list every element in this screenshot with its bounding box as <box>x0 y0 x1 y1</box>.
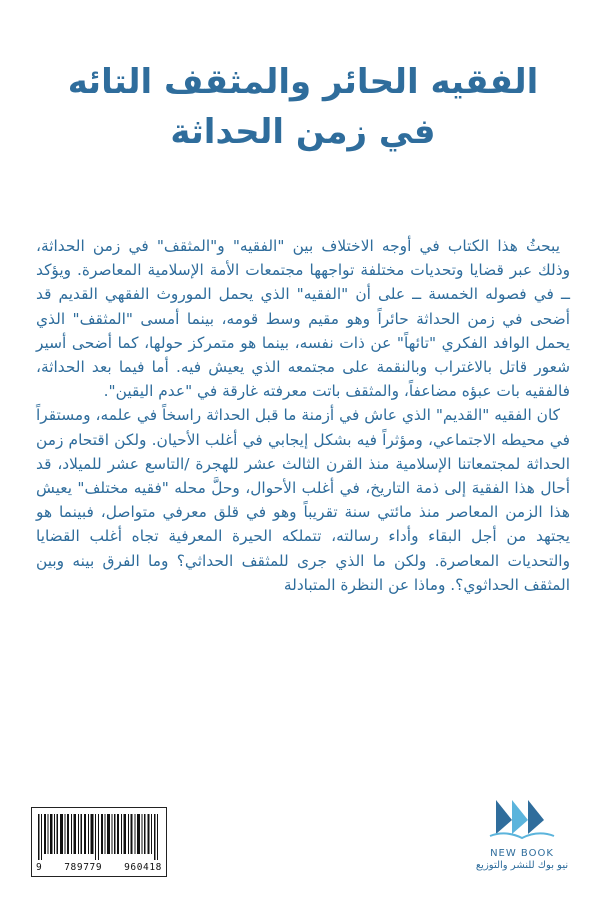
barcode-bars <box>38 814 160 860</box>
barcode-digit-prefix: 9 <box>36 862 43 873</box>
barcode-digit-group-2: 960418 <box>124 862 162 873</box>
book-title-line-1: الفقيه الحائر والمثقف التائه <box>67 62 539 102</box>
blurb-paragraph-2: كان الفقيه "القديم" الذي عاش في أزمنة ما قبل الحداثة راسخاً في علمه، ومستقراً في محيطه الاجتماعي، ومؤثراً فيه بشكل إيجابي في أغلب الأحيان. ولكن اقتحام زمن الحداثة لمجتمعاتنا الإسلامية منذ القرن الثالث عشر للهجرة /التاسع عشر للميلاد، قد أحال هذا الفقيهَ إلى ذمة التاريخ، في أغلب الأحوال، وحلَّ محله "فقيه مختلف" يعيش هذا الزمن المعاصر منذ مائتي سنة تقريباً وهو في قلق معرفي متواصل، فبينما هو يجتهد من أجل البقاء وأداء رسالته، تتملكه الحيرة المعرفية تجاه أغلب القضايا والتحديات المعاصرة. ولكن ما الذي جرى للمثقف الحداثي؟ وما الفرق بينه وبين المثقف الحداثوي؟. وماذا عن النظرة المتبادلة <box>36 406 570 594</box>
publisher-name-en: NEW BOOK <box>490 848 554 859</box>
publisher-name-ar: نيو بوك للنشر والتوزيع <box>475 860 569 871</box>
blurb-paragraph-1: يبحثُ هذا الكتاب في أوجه الاختلاف بين "الفقيه" و"المثقف" في زمن الحداثة، وذلك عبر قضايا وتحديات مختلفة تواجهها مجتمعات الأمة الإسلامية المعاصرة. ويؤكد ــ في فصوله الخمسة ــ على أن "الفقيه" الذي يحمل الموروث الفقهي القديم قد أضحى في زمن الحداثة حائراً وهو مقيم وسط قومه، بينما أمسى "المثقف" الذي يحمل الوافد الفكري "تائهاً" عن ذات نفسه، بينما هو متمركز حولها، كما أضحى أسير شعور قاتل بالاغتراب وبالنقمة على مجتمعه الذي يعيش فيه. أما فيما بعد الحداثة، فالفقيه بات عبؤه مضاعفاً، والمثقف باتت معرفته غارقة في "عدم اليقين". <box>36 237 570 401</box>
back-cover-blurb <box>36 234 570 597</box>
book-logo-icon <box>482 796 562 842</box>
book-title-line-2: في زمن الحداثة <box>170 112 436 152</box>
barcode-digit-group-1: 789779 <box>64 862 103 873</box>
isbn-barcode <box>31 807 167 877</box>
publisher-logo <box>466 796 578 876</box>
